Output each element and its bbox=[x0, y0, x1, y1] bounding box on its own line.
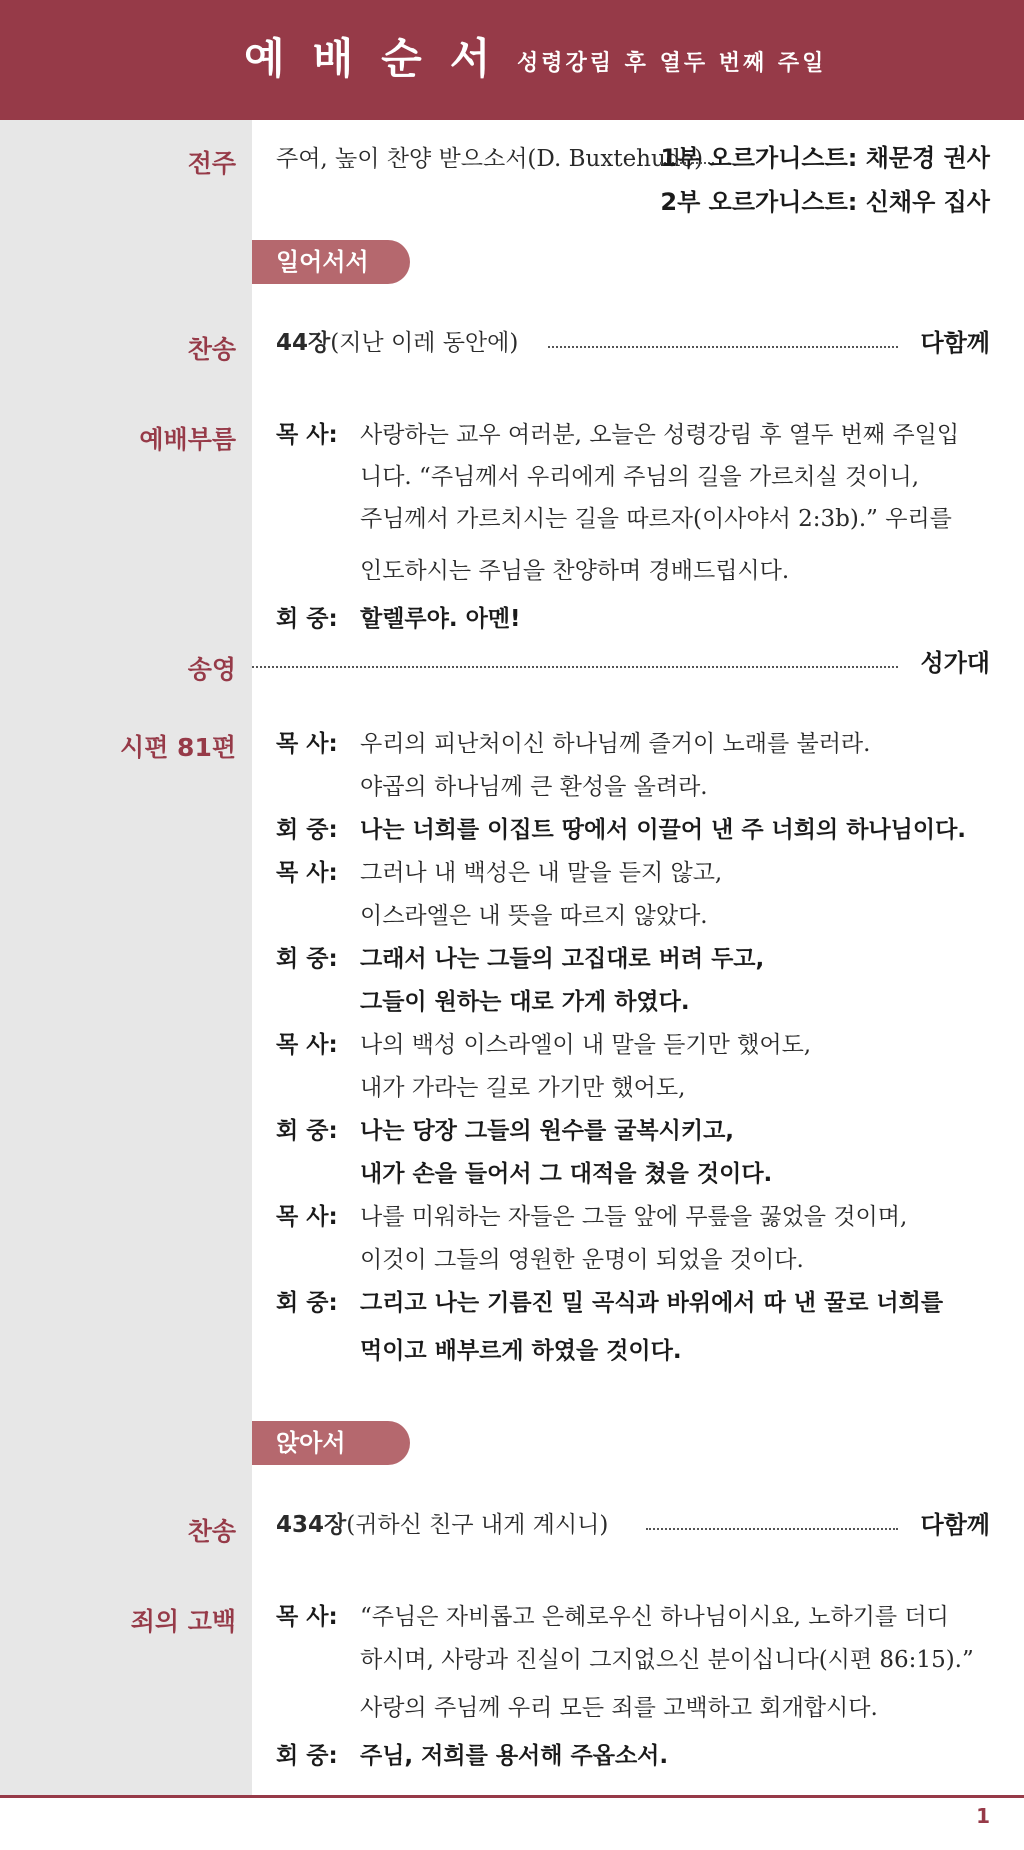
call-line: 인도하시는 주님을 찬양하며 경배드립시다. bbox=[360, 558, 790, 584]
stand-badge: 일어서서 bbox=[252, 240, 410, 284]
speaker-pastor: 목 사: bbox=[276, 1204, 338, 1230]
psalm-line: 나는 너희를 이집트 땅에서 이끌어 낸 주 너희의 하나님이다. bbox=[360, 817, 967, 843]
label-prelude: 전주 bbox=[187, 149, 236, 178]
anthem-performer: 성가대 bbox=[920, 649, 990, 677]
psalm-line: 내가 손을 들어서 그 대적을 쳤을 것이다. bbox=[360, 1161, 773, 1187]
page-title: 예배순서 bbox=[244, 34, 519, 83]
psalm-line: 그래서 나는 그들의 고집대로 버려 두고, bbox=[360, 946, 765, 972]
label-confession: 죄의 고백 bbox=[130, 1607, 236, 1636]
hymn1-title: (지난 이레 동안에) bbox=[330, 330, 519, 356]
psalm-line: 그들이 원하는 대로 가게 하였다. bbox=[360, 989, 690, 1015]
call-line: 주님께서 가르치시는 길을 따르자(이사야서 2:3b).” 우리를 bbox=[360, 506, 952, 532]
confession-line: “주님은 자비롭고 은혜로우신 하나님이시요, 노하기를 더디 bbox=[360, 1604, 949, 1630]
psalm-line: 그리고 나는 기름진 밀 곡식과 바위에서 따 낸 꿀로 너희를 bbox=[360, 1290, 944, 1316]
call-response: 할렐루야. 아멘! bbox=[360, 606, 521, 632]
label-hymn: 찬송 bbox=[187, 1517, 236, 1546]
speaker-people: 회 중: bbox=[276, 1118, 338, 1144]
speaker-people: 회 중: bbox=[276, 606, 338, 632]
speaker-pastor: 목 사: bbox=[276, 422, 338, 448]
psalm-line: 나를 미워하는 자들은 그들 앞에 무릎을 꿇었을 것이며, bbox=[360, 1204, 908, 1230]
leader-dots bbox=[252, 666, 898, 668]
psalm-line: 나는 당장 그들의 원수를 굴복시키고, bbox=[360, 1118, 735, 1144]
hymn2-title: (귀하신 친구 내게 계시니) bbox=[346, 1512, 609, 1538]
call-line: 니다. “주님께서 우리에게 주님의 길을 가르치실 것이니, bbox=[360, 464, 920, 490]
label-call-to-worship: 예배부름 bbox=[139, 425, 236, 454]
page-subtitle: 성령강림 후 열두 번째 주일 bbox=[517, 51, 827, 76]
confession-line: 사랑의 주님께 우리 모든 죄를 고백하고 회개합시다. bbox=[360, 1695, 878, 1721]
speaker-pastor: 목 사: bbox=[276, 731, 338, 757]
speaker-pastor: 목 사: bbox=[276, 860, 338, 886]
speaker-pastor: 목 사: bbox=[276, 1032, 338, 1058]
leader-dots bbox=[548, 346, 898, 348]
leader-dots bbox=[646, 1528, 898, 1530]
label-hymn: 찬송 bbox=[187, 335, 236, 364]
psalm-line: 이것이 그들의 영원한 운명이 되었을 것이다. bbox=[360, 1247, 804, 1273]
organist-1: 1부 오르가니스트: 채문경 권사 bbox=[660, 144, 990, 172]
hymn2-performer: 다함께 bbox=[920, 1511, 990, 1539]
confession-line: 하시며, 사랑과 진실이 그지없으신 분이십니다(시편 86:15).” bbox=[360, 1647, 974, 1673]
psalm-line: 내가 가라는 길로 가기만 했어도, bbox=[360, 1075, 686, 1101]
speaker-people: 회 중: bbox=[276, 817, 338, 843]
psalm-line: 나의 백성 이스라엘이 내 말을 듣기만 했어도, bbox=[360, 1032, 812, 1058]
confession-response: 주님, 저희를 용서해 주옵소서. bbox=[360, 1743, 669, 1769]
hymn1-line bbox=[276, 328, 518, 358]
label-psalm: 시편 81편 bbox=[120, 733, 236, 762]
hymn2-number: 434장 bbox=[276, 1512, 347, 1538]
psalm-line: 야곱의 하나님께 큰 환성을 올려라. bbox=[360, 774, 708, 800]
speaker-people: 회 중: bbox=[276, 1743, 338, 1769]
speaker-people: 회 중: bbox=[276, 1290, 338, 1316]
page-number: 1 bbox=[976, 1804, 990, 1828]
psalm-line: 우리의 피난처이신 하나님께 즐거이 노래를 불러라. bbox=[360, 731, 871, 757]
hymn2-line bbox=[276, 1510, 608, 1540]
sit-badge: 앉아서 bbox=[252, 1421, 410, 1465]
label-anthem: 송영 bbox=[187, 655, 236, 684]
speaker-people: 회 중: bbox=[276, 946, 338, 972]
organist-2: 2부 오르가니스트: 신채우 집사 bbox=[660, 188, 990, 216]
psalm-line: 이스라엘은 내 뜻을 따르지 않았다. bbox=[360, 903, 708, 929]
psalm-line: 그러나 내 백성은 내 말을 듣지 않고, bbox=[360, 860, 723, 886]
prelude-title: 주여, 높이 찬양 받으소서(D. Buxtehude) bbox=[276, 146, 704, 172]
hymn1-performer: 다함께 bbox=[920, 329, 990, 357]
psalm-line: 먹이고 배부르게 하였을 것이다. bbox=[360, 1338, 682, 1364]
header-banner bbox=[0, 0, 1024, 120]
footer-rule bbox=[0, 1795, 1024, 1798]
speaker-pastor: 목 사: bbox=[276, 1604, 338, 1630]
hymn1-number: 44장 bbox=[276, 330, 331, 356]
call-line: 사랑하는 교우 여러분, 오늘은 성령강림 후 열두 번째 주일입 bbox=[360, 422, 960, 448]
